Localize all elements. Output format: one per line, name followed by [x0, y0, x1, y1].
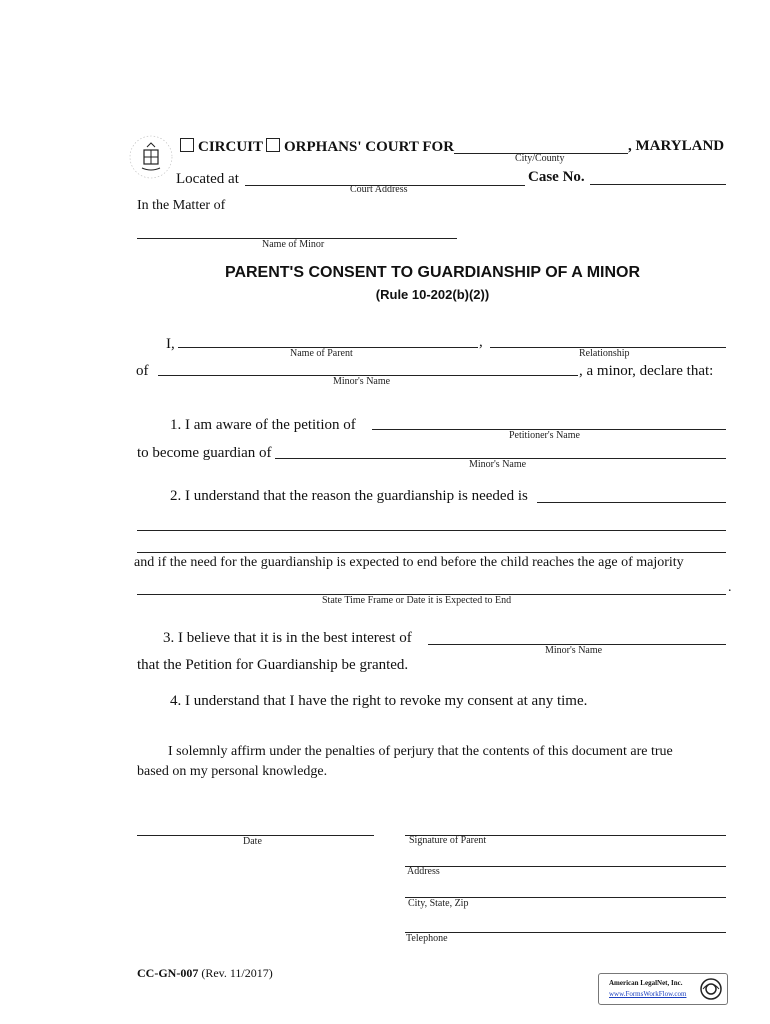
signature-caption: Signature of Parent [409, 835, 487, 846]
orphans-court-option[interactable] [266, 138, 454, 156]
reason-field[interactable] [537, 502, 726, 503]
of-label: of [136, 363, 149, 379]
name-of-minor-caption: Name of Minor [262, 239, 325, 250]
orphans-court-label: ORPHANS' COURT FOR [284, 139, 455, 155]
relationship-caption: Relationship [579, 348, 630, 359]
telephone-field[interactable] [405, 932, 726, 933]
item-1-text: 1. I am aware of the petition of [170, 417, 356, 433]
item-4-text: 4. I understand that I have the right to revoke my consent at any time. [170, 693, 588, 709]
address-field[interactable] [405, 866, 726, 867]
case-no-label: Case No. [528, 169, 585, 185]
telephone-caption: Telephone [406, 933, 448, 944]
form-title: PARENT'S CONSENT TO GUARDIANSHIP OF A MINOR [224, 264, 641, 281]
comma-separator: , [479, 334, 483, 350]
date-caption: Date [243, 836, 262, 847]
name-of-parent-caption: Name of Parent [290, 348, 353, 359]
item-3-minors-name-caption: Minor's Name [545, 645, 603, 656]
petitioners-name-caption: Petitioner's Name [509, 430, 580, 441]
city-state-zip-caption: City, State, Zip [408, 898, 469, 909]
publisher-website-link[interactable]: www.FormsWorkFlow.com [609, 990, 687, 998]
petition-granted-text: that the Petition for Guardianship be granted. [137, 657, 409, 673]
item-1-minors-name-caption: Minor's Name [469, 459, 527, 470]
circuit-label: CIRCUIT [198, 139, 264, 155]
located-at-label: Located at [176, 171, 239, 187]
rule-reference: (Rule 10-202(b)(2)) [375, 287, 490, 302]
end-period: . [728, 580, 732, 595]
court-address-caption: Court Address [350, 184, 408, 195]
publisher-emblem-icon [699, 977, 723, 1001]
item-3-text: 3. I believe that it is in the best interest of [163, 630, 412, 646]
end-need-text: and if the need for the guardianship is expected to end before the child reaches the age of majority [134, 555, 684, 570]
case-no-field[interactable] [590, 184, 726, 185]
declaration-minors-name-caption: Minor's Name [333, 376, 391, 387]
state-label: , MARYLAND [628, 138, 725, 154]
maryland-seal-icon [128, 132, 174, 182]
become-guardian-text: to become guardian of [137, 445, 272, 461]
affirm-line-1: I solemnly affirm under the penalties of perjury that the contents of this document are true [168, 744, 673, 759]
reason-continued-line-2[interactable] [137, 552, 726, 553]
affirm-line-2: based on my personal knowledge. [137, 764, 328, 779]
circuit-checkbox[interactable] [180, 138, 194, 152]
time-frame-caption: State Time Frame or Date it is Expected to End [322, 595, 512, 606]
form-revision: (Rev. 11/2017) [201, 966, 273, 980]
orphans-court-checkbox[interactable] [266, 138, 280, 152]
address-caption: Address [407, 866, 440, 877]
i-label: I, [166, 336, 175, 352]
publisher-logo [598, 973, 728, 1005]
form-id [137, 966, 273, 981]
form-number: CC-GN-007 [137, 966, 199, 980]
city-county-caption: City/County [515, 153, 565, 164]
reason-continued-line-1[interactable] [137, 530, 726, 531]
item-2-text: 2. I understand that the reason the guardianship is needed is [170, 488, 528, 504]
minor-declare-text: , a minor, declare that: [579, 363, 714, 379]
circuit-court-option[interactable] [180, 138, 263, 156]
in-the-matter-of-label: In the Matter of [137, 198, 226, 213]
publisher-name: American LegalNet, Inc. [609, 979, 683, 987]
